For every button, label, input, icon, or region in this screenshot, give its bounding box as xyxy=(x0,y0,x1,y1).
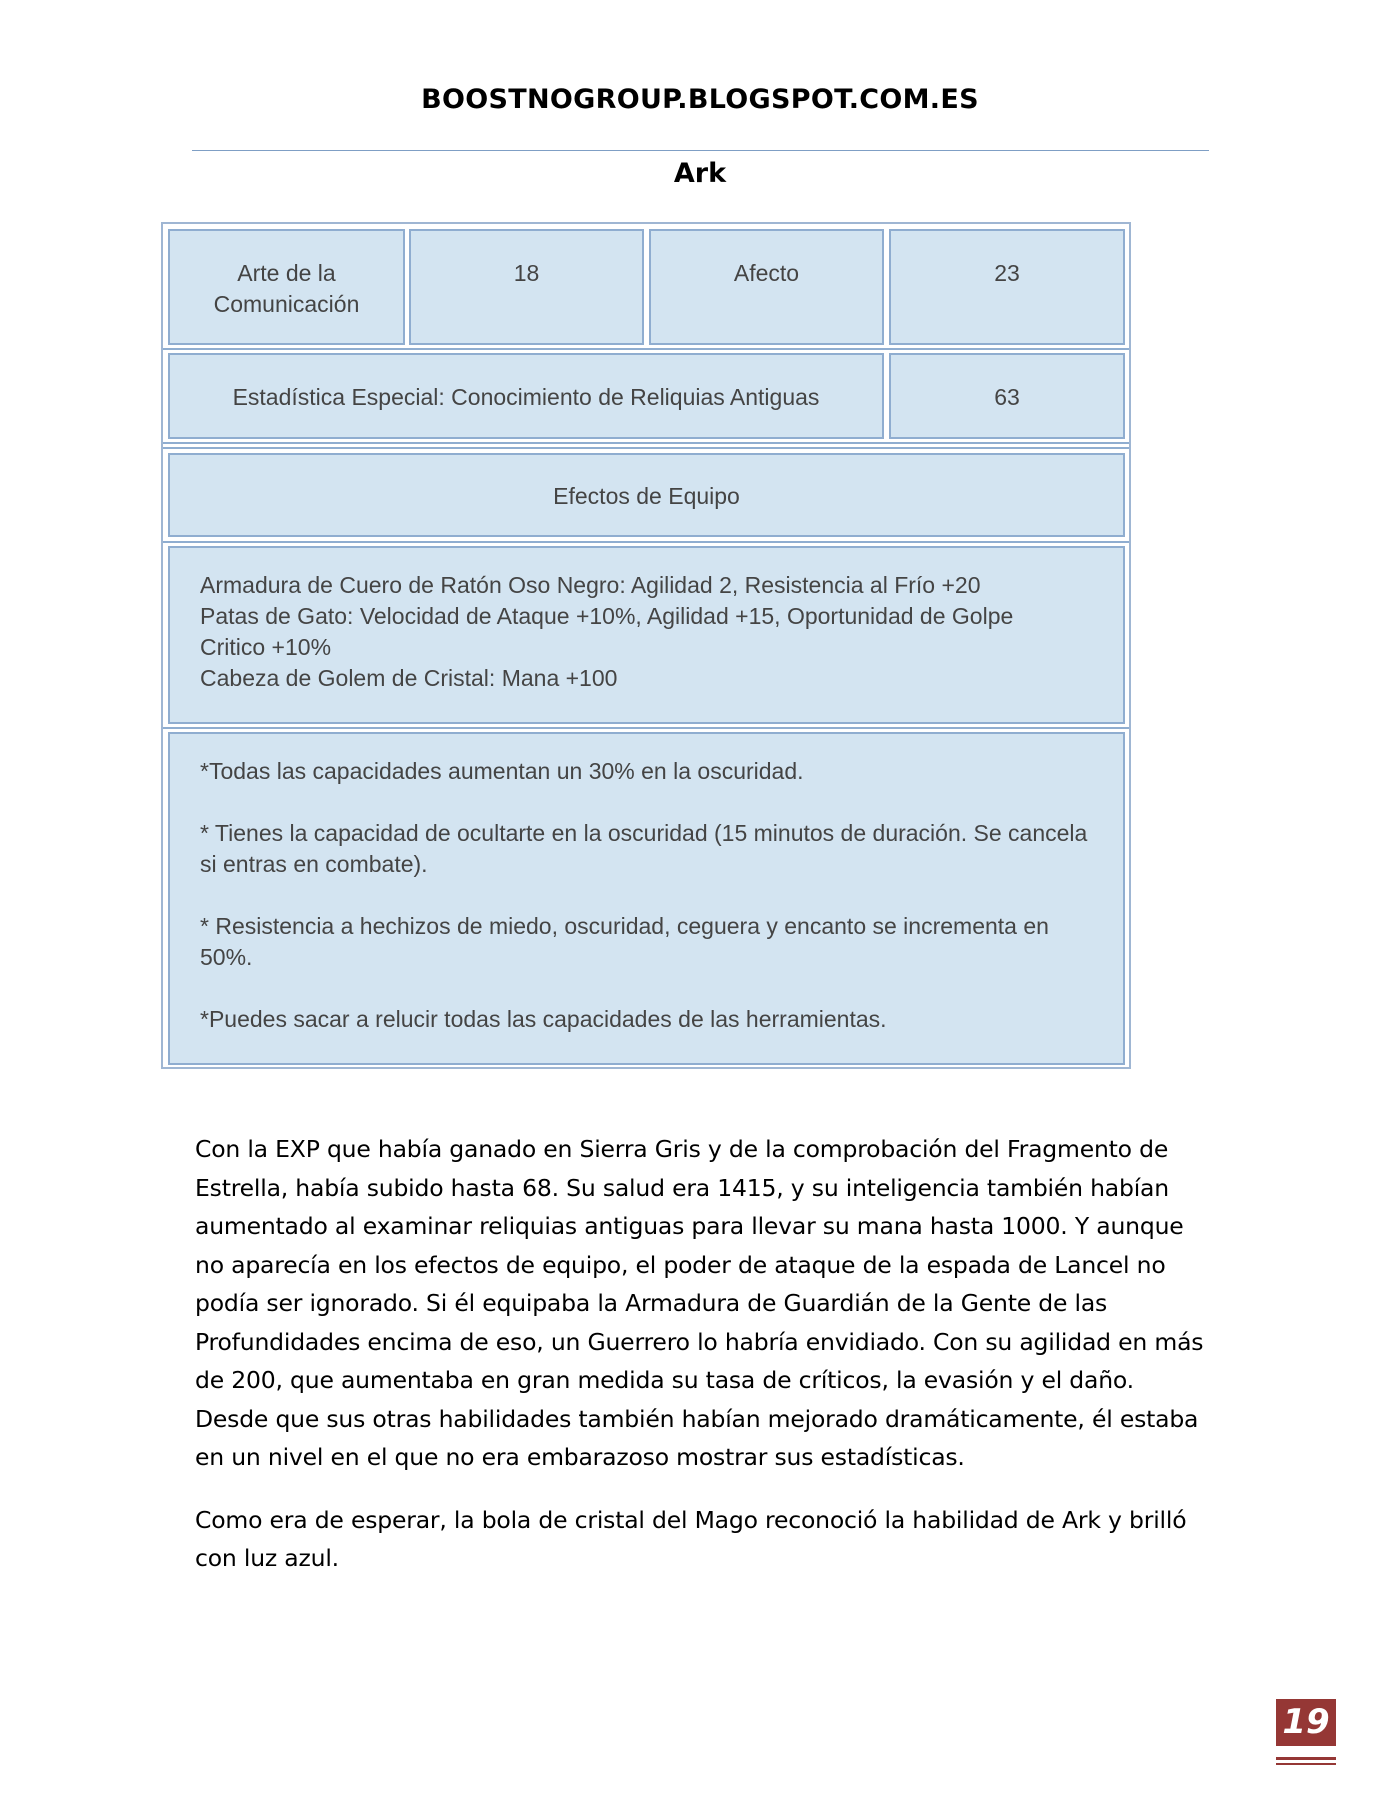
row-divider xyxy=(163,442,1129,444)
stat-table xyxy=(161,222,1131,1069)
equipment-effect-item: Armadura de Cuero de Ratón Oso Negro: Agilidad 2, Resistencia al Frío +20 xyxy=(200,572,981,598)
row-divider xyxy=(163,447,1129,449)
equipment-effects-list xyxy=(170,548,1123,694)
equipment-header-cell xyxy=(168,453,1125,537)
note-item: * Resistencia a hechizos de miedo, oscuridad, ceguera y encanto se incrementa en 50%. xyxy=(200,913,1049,970)
stat-label-cell xyxy=(168,229,405,345)
special-stat-label: Estadística Especial: Conocimiento de Reliquias Antiguas xyxy=(232,384,820,410)
row-divider xyxy=(163,348,1129,350)
equipment-effect-item: Patas de Gato: Velocidad de Ataque +10%, Agilidad +15, Oportunidad de Golpe Critico +10% xyxy=(200,603,1014,660)
page-number-rule xyxy=(1276,1757,1336,1760)
special-stat-label-cell xyxy=(168,353,884,439)
equipment-effect-item: Cabeza de Golem de Cristal: Mana +100 xyxy=(200,665,618,691)
page-number: 19 xyxy=(1276,1699,1336,1746)
notes-list xyxy=(170,734,1123,1035)
body-paragraph: Con la EXP que había ganado en Sierra Gris y de la comprobación del Fragmento de Estrella, había subido hasta 68. Su salud era 1415, y su inteligencia también habían aumentado al examinar reliquias antiguas para llevar su mana hasta 1000. Y aunque no aparecía en los efectos de equipo, el poder de ataque de la espada de Lancel no podía ser ignorado. Si él equipaba la Armadura de Guardián de la Gente de las Profundidades encima de eso, un Guerrero lo habría envidiado. Con su agilidad en más de 200, que aumentaba en gran medida su tasa de críticos, la evasión y el daño. Desde que sus otras habilidades también habían mejorado dramáticamente, él estaba en un nivel en el que no era embarazoso mostrar sus estadísticas. xyxy=(195,1135,1204,1471)
stat-value-cell xyxy=(409,229,644,345)
note-item: *Puedes sacar a relucir todas las capacidades de las herramientas. xyxy=(200,1006,887,1032)
stat-value-cell xyxy=(889,229,1125,345)
body-paragraph: Como era de esperar, la bola de cristal del Mago reconoció la habilidad de Ark y brilló con luz azul. xyxy=(195,1505,1187,1572)
special-stat-value: 63 xyxy=(994,384,1020,410)
stat-label: Arte de la Comunicación xyxy=(213,260,360,317)
note-item: * Tienes la capacidad de ocultarte en la oscuridad (15 minutos de duración. Se cancela si entras en combate). xyxy=(200,820,1088,877)
body-text xyxy=(195,1130,1205,1602)
row-divider xyxy=(163,541,1129,543)
note-item: *Todas las capacidades aumentan un 30% en la oscuridad. xyxy=(200,758,804,784)
stat-value: 23 xyxy=(994,260,1020,286)
site-header: BOOSTNOGROUP.BLOGSPOT.COM.ES xyxy=(421,84,979,115)
equipment-effects-cell xyxy=(168,546,1125,724)
stat-value: 18 xyxy=(513,260,540,286)
row-divider xyxy=(163,727,1129,729)
equipment-header: Efectos de Equipo xyxy=(553,483,740,509)
header-rule xyxy=(192,150,1209,151)
notes-cell xyxy=(168,732,1125,1065)
stat-label: Afecto xyxy=(733,260,800,286)
page-title: Ark xyxy=(673,158,727,189)
special-stat-value-cell xyxy=(889,353,1125,439)
page-number-rule xyxy=(1276,1763,1336,1765)
stat-label-cell xyxy=(649,229,884,345)
